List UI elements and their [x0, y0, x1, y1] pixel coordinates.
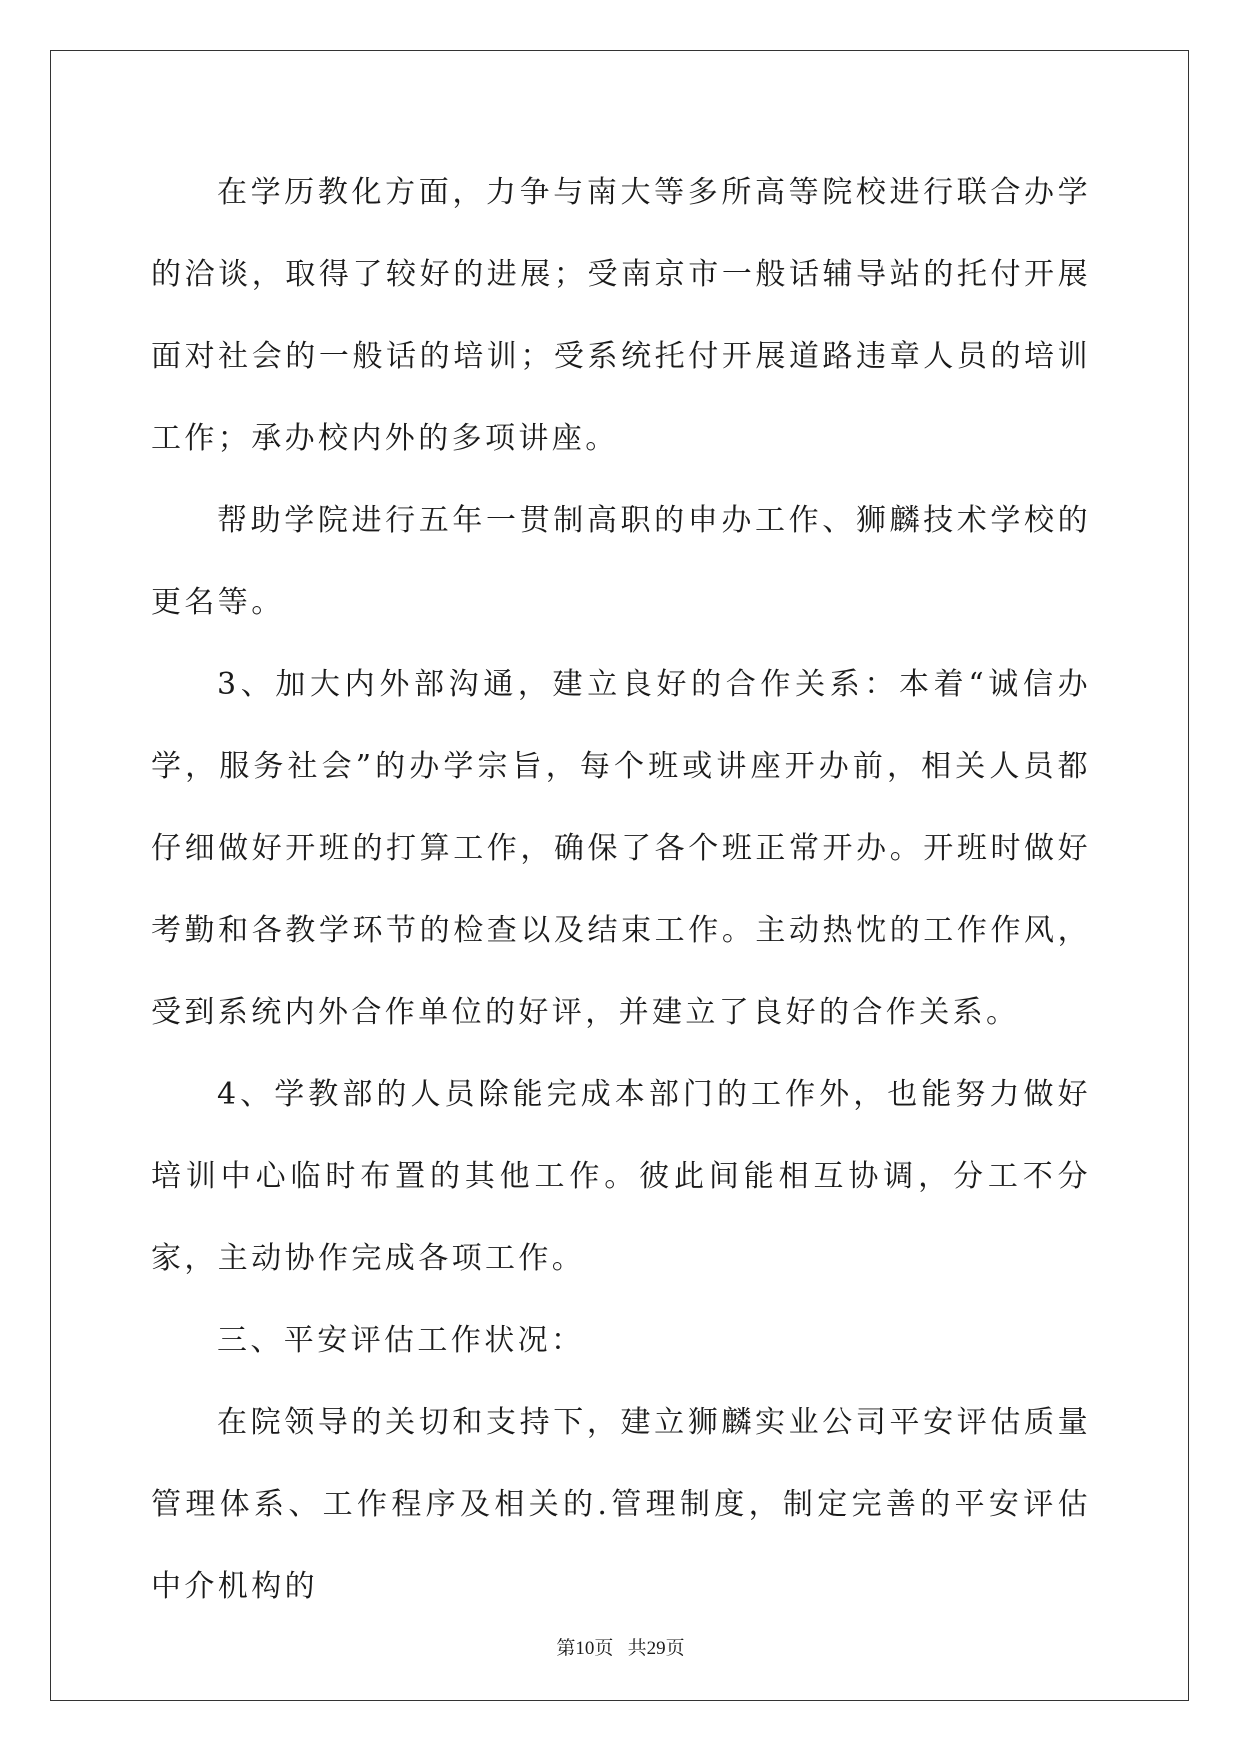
paragraph: 在院领导的关切和支持下，建立狮麟实业公司平安评估质量管理体系、工作程序及相关的.管理制度，制定完善的平安评估中介机构的 — [151, 1405, 1091, 1604]
document-body — [151, 152, 1091, 1628]
paragraph: 在学历教化方面，力争与南大等多所高等院校进行联合办学的洽谈，取得了较好的进展；受南京市一般话辅导站的托付开展面对社会的一般话的培训；受系统托付开展道路违章人员的培训工作；承办校内外的多项讲座。 — [151, 175, 1091, 456]
paragraph: 4、学教部的人员除能完成本部门的工作外，也能努力做好培训中心临时布置的其他工作。彼此间能相互协调，分工不分家，主动协作完成各项工作。 — [151, 1077, 1091, 1276]
paragraph: 帮助学院进行五年一贯制高职的申办工作、狮麟技术学校的更名等。 — [151, 503, 1091, 620]
page-number-footer: 第10页 共29页 — [556, 1638, 685, 1659]
paragraph: 三、平安评估工作状况： — [217, 1323, 585, 1358]
paragraph: 3、加大内外部沟通，建立良好的合作关系：本着“诚信办学，服务社会”的办学宗旨，每个班或讲座开办前，相关人员都仔细做好开班的打算工作，确保了各个班正常开办。开班时做好考勤和各教学环节的检查以及结束工作。主动热忱的工作作风，受到系统内外合作单位的好评，并建立了良好的合作关系。 — [151, 667, 1091, 1030]
